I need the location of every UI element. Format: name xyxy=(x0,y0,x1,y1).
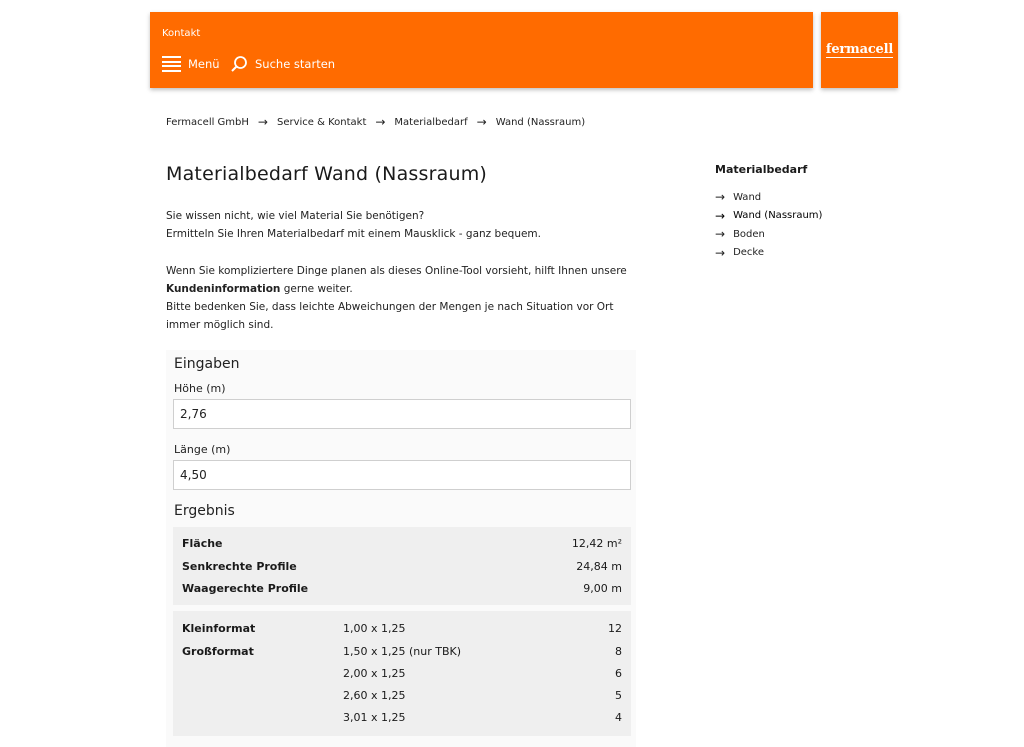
height-label: Höhe (m) xyxy=(174,382,226,395)
arrow-right-icon: → xyxy=(715,245,726,260)
format-size: 1,00 x 1,25 xyxy=(343,622,406,635)
logo[interactable] xyxy=(821,12,898,88)
result-label: Waagerechte Profile xyxy=(182,582,309,595)
breadcrumb-item-home[interactable]: Fermacell GmbH xyxy=(166,116,249,128)
arrow-right-icon: → xyxy=(715,227,726,242)
menu-label: Menü xyxy=(188,57,220,71)
format-count: 8 xyxy=(615,645,622,658)
format-name: Kleinformat xyxy=(182,622,256,635)
result-label: Fläche xyxy=(182,537,223,550)
page-title: Materialbedarf Wand (Nassraum) xyxy=(166,163,488,185)
format-count: 4 xyxy=(615,711,622,724)
breadcrumb-item-service[interactable]: Service & Kontakt xyxy=(276,116,367,128)
arrow-right-icon: → xyxy=(476,115,487,129)
contact-link[interactable]: Kontakt xyxy=(162,28,201,39)
breadcrumb xyxy=(166,115,585,129)
result-value: 12,42 m² xyxy=(571,537,622,550)
sidebar-item-label: Wand (Nassraum) xyxy=(733,210,823,222)
length-input[interactable] xyxy=(173,460,631,490)
search-icon xyxy=(230,55,248,73)
sidebar-item-wand-nassraum[interactable] xyxy=(715,207,822,226)
arrow-right-icon: → xyxy=(375,115,386,129)
height-input[interactable] xyxy=(173,399,631,429)
sidebar-item-label: Boden xyxy=(733,228,765,240)
arrow-right-icon: → xyxy=(257,115,268,129)
format-size: 2,60 x 1,25 xyxy=(343,689,406,702)
search-label: Suche starten xyxy=(255,57,336,71)
result-row xyxy=(182,582,622,595)
format-table xyxy=(173,611,631,736)
arrow-right-icon: → xyxy=(715,208,726,223)
inputs-heading: Eingaben xyxy=(174,356,240,372)
sidebar-item-boden[interactable] xyxy=(715,225,822,244)
breadcrumb-item-current: Wand (Nassraum) xyxy=(495,116,586,128)
sidebar-item-label: Decke xyxy=(733,247,764,259)
sidebar-title: Materialbedarf xyxy=(715,163,808,176)
result-heading: Ergebnis xyxy=(174,503,235,519)
format-name: Großformat xyxy=(182,645,254,658)
sidebar-item-wand[interactable] xyxy=(715,188,822,207)
calculator-form xyxy=(166,350,636,747)
sidebar-item-label: Wand xyxy=(733,191,762,203)
intro-p2-b: gerne weiter. xyxy=(280,282,353,295)
result-row xyxy=(182,560,622,573)
intro-text xyxy=(166,207,636,353)
header-bar xyxy=(150,12,813,88)
result-value: 24,84 m xyxy=(576,560,622,573)
customer-info-link[interactable]: Kundeninformation xyxy=(166,282,281,295)
intro-p2-c: Bitte bedenken Sie, dass leichte Abweichungen der Mengen je nach Situation vor Ort immer möglich sind. xyxy=(166,301,614,332)
result-value: 9,00 m xyxy=(583,582,622,595)
intro-p2-a: Wenn Sie kompliziertere Dinge planen als dieses Online-Tool vorsieht, hilft Ihnen unsere xyxy=(166,264,627,277)
search-button[interactable] xyxy=(230,55,335,73)
arrow-right-icon: → xyxy=(715,190,726,205)
result-summary xyxy=(173,527,631,605)
length-label: Länge (m) xyxy=(174,443,231,456)
intro-line-1: Sie wissen nicht, wie viel Material Sie benötigen? xyxy=(166,210,425,222)
format-size: 2,00 x 1,25 xyxy=(343,667,406,680)
sidebar-item-decke[interactable] xyxy=(715,244,822,263)
breadcrumb-item-materialbedarf[interactable]: Materialbedarf xyxy=(394,116,468,128)
sidebar xyxy=(715,163,822,262)
menu-button[interactable] xyxy=(162,56,220,72)
result-row xyxy=(182,537,622,550)
format-count: 6 xyxy=(615,667,622,680)
format-count: 5 xyxy=(615,689,622,702)
format-count: 12 xyxy=(608,622,622,635)
format-size: 3,01 x 1,25 xyxy=(343,711,406,724)
logo-text: fermacell xyxy=(825,41,894,57)
format-size: 1,50 x 1,25 (nur TBK) xyxy=(343,645,462,658)
hamburger-icon xyxy=(162,56,181,72)
result-label: Senkrechte Profile xyxy=(182,560,297,573)
intro-line-2: Ermitteln Sie Ihren Materialbedarf mit einem Mausklick - ganz bequem. xyxy=(166,228,542,241)
